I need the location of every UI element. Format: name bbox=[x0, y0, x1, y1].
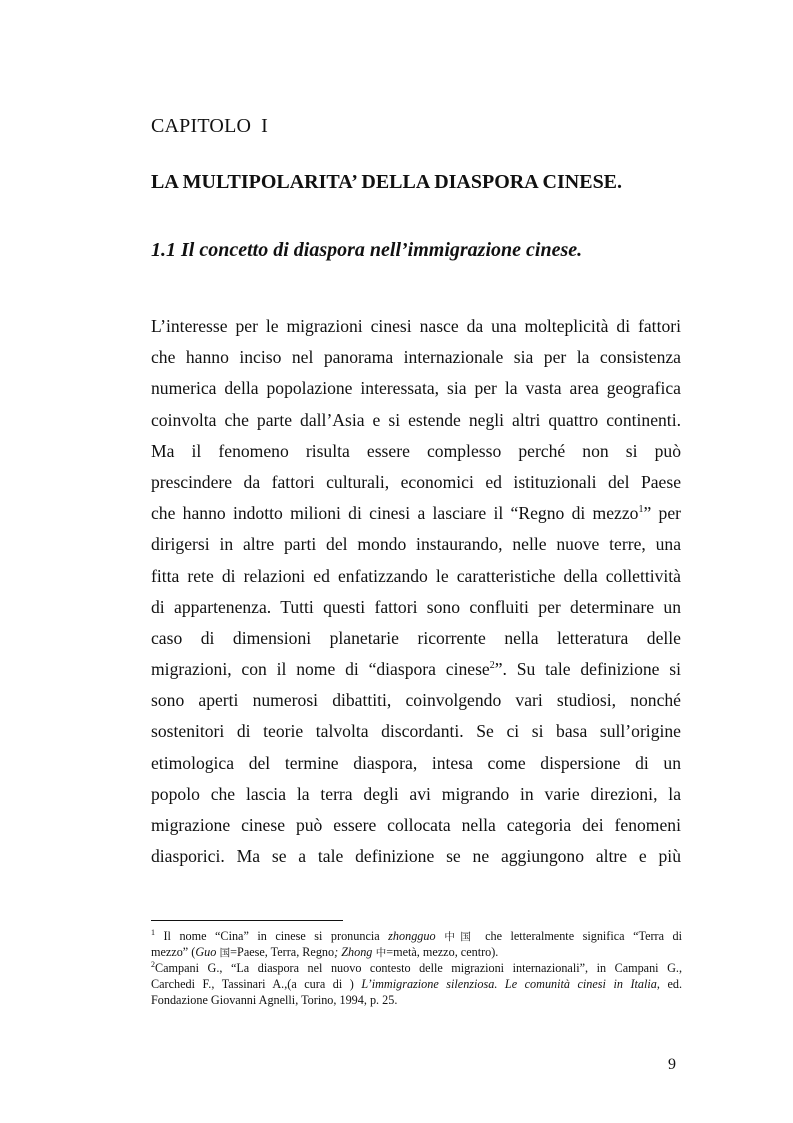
body-line: di appartenenza. Tutti questi fattori sono confluiti per determinare un bbox=[151, 596, 681, 617]
footnotes bbox=[151, 928, 682, 1008]
footnote-italic: Guo bbox=[195, 945, 217, 959]
footnote-mark: 2 bbox=[151, 960, 155, 969]
body-line: fitta rete di relazioni ed enfatizzando le caratteristiche della collettività bbox=[151, 565, 681, 586]
footnote-cjk: 中国 bbox=[435, 931, 486, 943]
footnote-text: =metà, mezzo, centro). bbox=[386, 945, 499, 959]
section-title: 1.1 Il concetto di diaspora nell’immigrazione cinese. bbox=[151, 239, 583, 261]
footnote-text: mezzo” ( bbox=[151, 945, 196, 959]
body-line: etimologica del termine diaspora, intesa come dispersione di un bbox=[151, 752, 681, 773]
footnote-2-line bbox=[151, 976, 682, 992]
body-line: caso di dimensioni planetarie ricorrente nella letteratura delle bbox=[151, 627, 681, 648]
footnote-text: =Paese, Terra, Regno bbox=[230, 945, 335, 959]
footnote-cjk: 国 bbox=[216, 947, 231, 959]
footnote-text: Campani G., “La diaspora nel nuovo contesto delle migrazioni internazionali”, in Campani G., bbox=[155, 961, 682, 975]
body-line: L’interesse per le migrazioni cinesi nasce da una molteplicità di fattori bbox=[151, 316, 681, 336]
body-line: sostenitori di teorie talvolta discordanti. Se ci si basa sull’origine bbox=[151, 721, 681, 742]
footnote-2-line: Fondazione Giovanni Agnelli, Torino, 1994, p. 25. bbox=[151, 993, 398, 1007]
chapter-word: CAPITOLO bbox=[151, 115, 252, 137]
body-line: migrazione cinese può essere collocata nella categoria dei fenomeni bbox=[151, 815, 681, 835]
page-number: 9 bbox=[668, 1056, 676, 1073]
body-line: prescindere da fattori culturali, economici ed istituzionali del Paese bbox=[151, 471, 681, 492]
footnote-1-line bbox=[151, 928, 682, 944]
footnote-italic: ; Zhong bbox=[334, 945, 373, 959]
body-text-run: che hanno indotto milioni di cinesi a lasciare il “Regno di mezzo bbox=[151, 503, 639, 524]
footnote-1-line bbox=[151, 944, 682, 960]
footnote-mark: 1 bbox=[151, 928, 155, 937]
body-paragraph bbox=[151, 311, 681, 872]
body-line: Ma il fenomeno risulta essere complesso perché non si può bbox=[151, 440, 681, 461]
body-line: diasporici. Ma se a tale definizione se ne aggiungono altre e più bbox=[151, 846, 681, 867]
footnote-italic: L’immigrazione silenziosa. Le comunità cinesi in Italia bbox=[361, 977, 657, 991]
footnote-ref-2[interactable]: 2 bbox=[489, 660, 495, 672]
body-text-run: migrazioni, con il nome di “diaspora cinese bbox=[151, 659, 490, 680]
body-line: numerica della popolazione interessata, sia per la vasta area geografica bbox=[151, 378, 681, 399]
body-line: che hanno inciso nel panorama internazionale sia per la consistenza bbox=[151, 347, 681, 368]
body-line: dirigersi in altre parti del mondo instaurando, nelle nuove terre, una bbox=[151, 534, 681, 555]
footnote-italic: zhongguo bbox=[388, 929, 436, 943]
body-line: popolo che lascia la terra degli avi migrando in varie direzioni, la bbox=[151, 783, 681, 804]
body-line bbox=[151, 498, 681, 529]
footnote-2-line bbox=[151, 960, 682, 976]
body-line: sono aperti numerosi dibattiti, coinvolgendo vari studiosi, nonché bbox=[151, 690, 681, 711]
footnote-text: che letteralmente significa “Terra di bbox=[485, 929, 682, 943]
footnote-text: , ed. bbox=[656, 977, 682, 991]
footnote-cjk: 中 bbox=[372, 947, 387, 959]
footnote-text: Carchedi F., Tassinari A.,(a cura di ) bbox=[151, 977, 362, 991]
footnote-ref-1[interactable]: 1 bbox=[638, 504, 644, 516]
body-text-run: ” per bbox=[643, 503, 681, 524]
body-text-run: ”. Su tale definizione si bbox=[494, 659, 682, 680]
chapter-title: LA MULTIPOLARITA’ DELLA DIASPORA CINESE. bbox=[151, 171, 623, 193]
chapter-label bbox=[151, 115, 268, 138]
footnote-divider bbox=[151, 920, 343, 921]
body-line: coinvolta che parte dall’Asia e si estende negli altri quattro continenti. bbox=[151, 409, 681, 430]
body-line bbox=[151, 654, 681, 685]
footnote-text: Il nome “Cina” in cinese si pronuncia bbox=[155, 929, 389, 943]
chapter-number: I bbox=[261, 115, 269, 137]
